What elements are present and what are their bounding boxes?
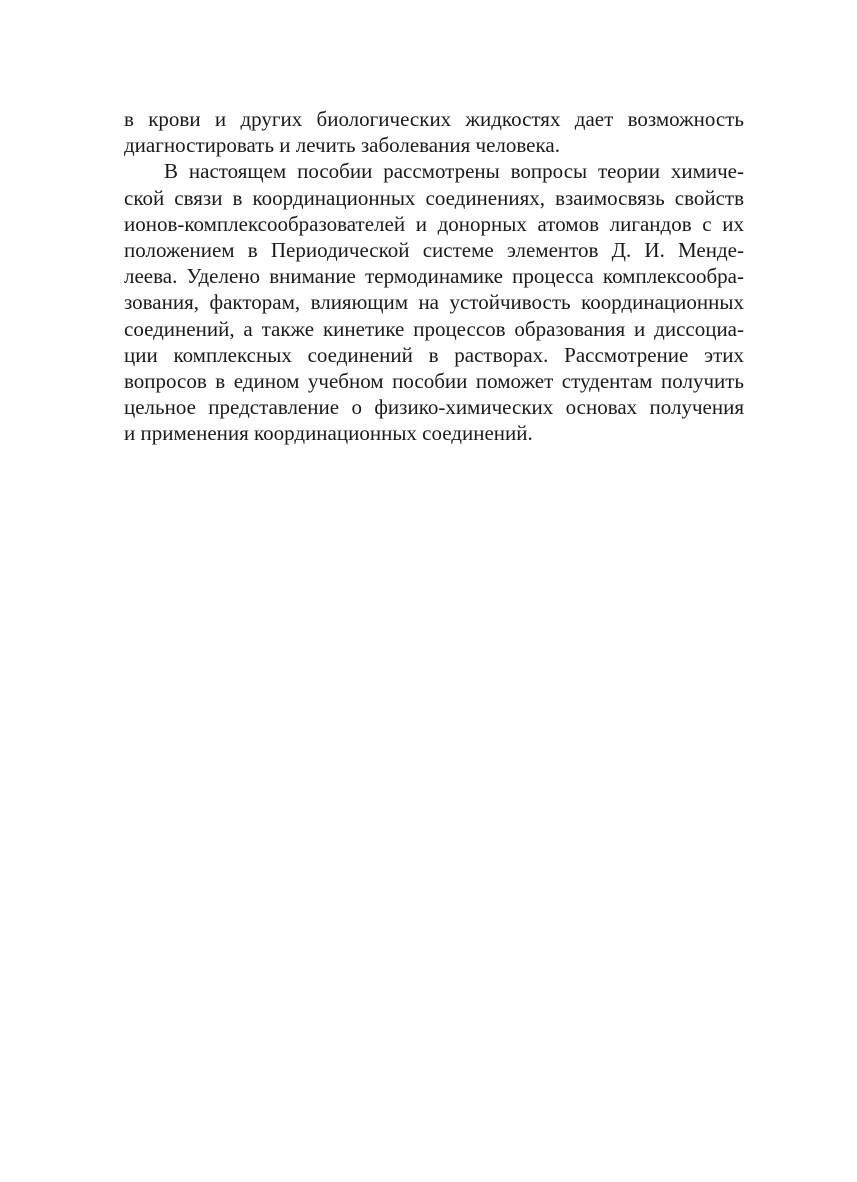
text-line: цельное представление о физико-химических основах получения (124, 395, 744, 420)
text-line: ионов-комплексообразователей и донорных атомов лигандов с их (124, 211, 744, 236)
text-line: в крови и других биологических жидкостях дает возможность (124, 107, 744, 131)
text-line: леева. Уделено внимание термодинамике процесса комплексообра- (124, 264, 744, 289)
text-line: ской связи в координационных соединениях, взаимосвязь свойств (124, 185, 744, 210)
text-line: ции комплексных соединений в растворах. Рассмотрение этих (124, 342, 744, 367)
text-line: зования, факторам, влияющим на устойчивость координационных (124, 290, 744, 315)
text-line: диагностировать и лечить заболевания человека. (124, 133, 560, 158)
text-line: положением в Периодической системе элементов Д. И. Менде- (124, 237, 744, 262)
text-line: соединений, а также кинетике процессов образования и диссоциа- (124, 316, 744, 341)
paragraph-first-line: В настоящем пособии рассмотрены вопросы теории химиче- (164, 159, 744, 184)
body-text (124, 106, 744, 446)
text-line: и применения координационных соединений. (124, 421, 533, 446)
text-line: вопросов в едином учебном пособии поможет студентам получить (124, 368, 744, 393)
